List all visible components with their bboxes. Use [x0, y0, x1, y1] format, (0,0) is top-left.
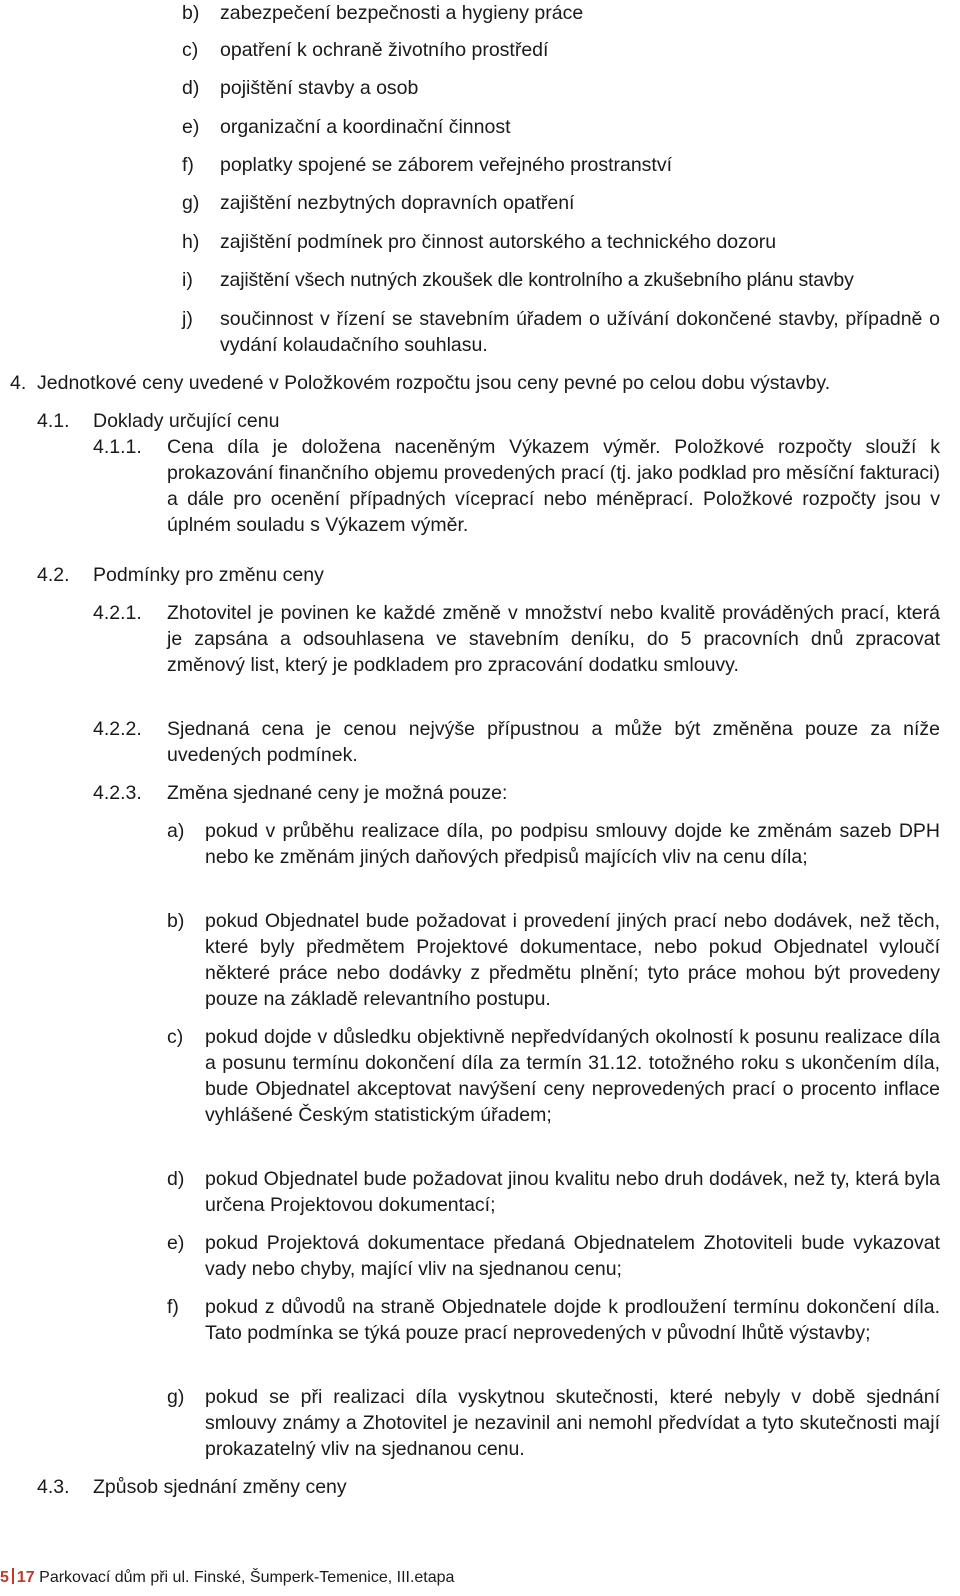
- page-number: 5: [0, 1569, 9, 1586]
- list-item-label: c): [167, 1026, 184, 1048]
- section-number: 4.2.1.: [93, 602, 142, 624]
- page-total: 17: [16, 1569, 35, 1586]
- list-item-label: i): [182, 269, 193, 291]
- list-item-label: b): [182, 2, 200, 24]
- section-number: 4.1.: [37, 410, 70, 432]
- list-item-text: součinnost v řízení se stavebním úřadem o užívání dokončené stavby, případně o vydání kolaudačního souhlasu.: [220, 308, 940, 356]
- section-text: Změna sjednané ceny je možná pouze:: [167, 782, 508, 804]
- list-item-label: f): [167, 1296, 179, 1318]
- list-item-text: pokud Objednatel bude požadovat i provedení jiných prací nebo dodávek, než těch, které byly předmětem Projektové dokumentace, nebo pokud Objednatel vyloučí některé práce nebo dodávky z předmětu plnění; tyto práce mohou být provedeny pouze na základě relevantního postupu.: [205, 910, 940, 1010]
- list-item-label: f): [182, 154, 194, 176]
- list-item-label: g): [182, 192, 200, 214]
- list-item-label: c): [182, 39, 199, 61]
- section-number: 4.3.: [37, 1476, 70, 1498]
- page-footer: [0, 1568, 454, 1588]
- section-number: 4.2.2.: [93, 718, 142, 740]
- section-number: 4.2.: [37, 564, 70, 586]
- list-item-text: zajištění všech nutných zkoušek dle kontrolního a zkušebního plánu stavby: [220, 269, 854, 291]
- list-item-text: zajištění podmínek pro činnost autorského a technického dozoru: [220, 231, 777, 253]
- list-item-text: opatření k ochraně životního prostředí: [220, 39, 549, 61]
- section-paragraph: Cena díla je doložena naceněným Výkazem výměr. Položkové rozpočty slouží k prokazování finančního objemu provedených prací (tj. jako podklad pro měsíční fakturaci) a dále pro ocenění případných víceprací nebo méněprací. Položkové rozpočty jsou v úplném souladu s Výkazem výměr.: [167, 436, 940, 536]
- list-item-text: pokud Objednatel bude požadovat jinou kvalitu nebo druh dodávek, než ty, která byla určena Projektovou dokumentací;: [205, 1168, 940, 1216]
- list-item-label: b): [167, 910, 185, 932]
- footer-title: Parkovací dům při ul. Finské, Šumperk-Temenice, III.etapa: [39, 1569, 455, 1586]
- section-heading: Způsob sjednání změny ceny: [93, 1476, 347, 1498]
- list-item-text: pokud z důvodů na straně Objednatele dojde k prodloužení termínu dokončení díla. Tato podmínka se týká pouze prací neprovedených v původní lhůtě výstavby;: [205, 1296, 940, 1344]
- section-heading: Podmínky pro změnu ceny: [93, 564, 324, 586]
- list-item-text: zajištění nezbytných dopravních opatření: [220, 192, 575, 214]
- list-item-text: zabezpečení bezpečnosti a hygieny práce: [220, 2, 584, 24]
- list-item-text: pojištění stavby a osob: [220, 77, 419, 99]
- list-item-label: d): [167, 1168, 185, 1190]
- list-item-label: g): [167, 1386, 185, 1408]
- list-item-label: a): [167, 820, 185, 842]
- list-item-text: pokud Projektová dokumentace předaná Objednatelem Zhotoviteli bude vykazovat vady nebo chyby, mající vliv na sjednanou cenu;: [205, 1232, 940, 1280]
- list-item-label: e): [167, 1232, 185, 1254]
- list-item-text: pokud v průběhu realizace díla, po podpisu smlouvy dojde ke změnám sazeb DPH nebo ke změnám jiných daňových předpisů majících vliv na cenu díla;: [205, 820, 940, 868]
- list-item-text: pokud dojde v důsledku objektivně nepředvídaných okolností k posunu realizace díla a posunu termínu dokončení díla za termín 31.12. totožného roku s ukončením díla, bude Objednatel akceptovat navýšení ceny neprovedených prací o procento inflace vyhlášené Českým statistickým úřadem;: [205, 1026, 940, 1126]
- section-number: 4.: [10, 372, 27, 394]
- list-item-label: h): [182, 231, 200, 253]
- list-item-label: j): [182, 308, 193, 330]
- section-number: 4.2.3.: [93, 782, 142, 804]
- list-item-text: organizační a koordinační činnost: [220, 116, 511, 138]
- section-number: 4.1.1.: [93, 436, 142, 458]
- list-item-text: pokud se při realizaci díla vyskytnou skutečnosti, které nebyly v době sjednání smlouvy známy a Zhotovitel je nezavinil ani nemohl předvídat a tyto skutečnosti mají prokazatelný vliv na sjednanou cenu.: [205, 1386, 940, 1460]
- list-item-label: e): [182, 116, 200, 138]
- section-paragraph: Zhotovitel je povinen ke každé změně v množství nebo kvalitě prováděných prací, která je zapsána a odsouhlasena ve stavebním deníku, do 5 pracovních dnů zpracovat změnový list, který je podkladem pro zpracování dodatku smlouvy.: [167, 602, 940, 676]
- list-item-text: poplatky spojené se záborem veřejného prostranství: [220, 154, 673, 176]
- list-item-label: d): [182, 77, 200, 99]
- footer-divider: [12, 1568, 14, 1584]
- section-text: Jednotkové ceny uvedené v Položkovém rozpočtu jsou ceny pevné po celou dobu výstavby.: [37, 372, 831, 394]
- section-paragraph: Sjednaná cena je cenou nejvýše přípustnou a může být změněna pouze za níže uvedených podmínek.: [167, 718, 940, 766]
- section-heading: Doklady určující cenu: [93, 410, 280, 432]
